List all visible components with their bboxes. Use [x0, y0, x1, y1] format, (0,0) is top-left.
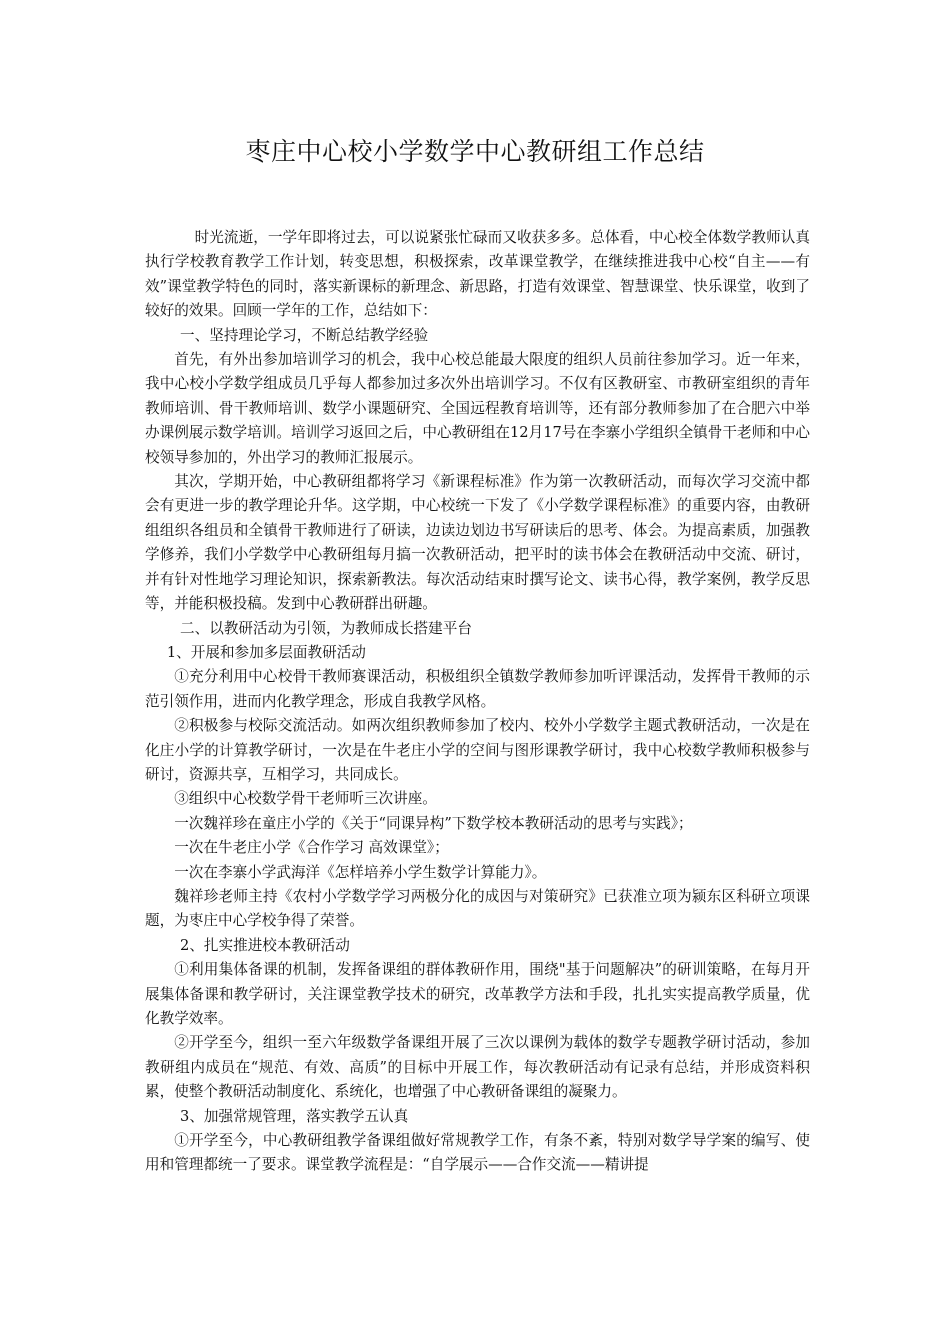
paragraph: 其次，学期开始，中心教研组都将学习《新课程标准》作为第一次教研活动，而每次学习交流中都会有更进一步的教学理论升华。这学期，中心校统一下发了《小学数学课程标准》的重要内容，由教研组组织各组员和全镇骨干教师进行了研读，边读边划边书写研读后的思考、体会。为提高素质，加强教学修养，我们小学数学中心教研组每月搞一次教研活动，把平时的读书体会在教研活动中交流、研讨，并有针对性地学习理论知识，探索新教法。每次活动结束时撰写论文、读书心得，教学案例，教学反思等，并能积极投稿。发到中心教研群出研趣。 [145, 473, 810, 613]
subsection-heading-3: 3、加强常规管理，落实教学五认真 [180, 1107, 409, 1125]
paragraph: ①开学至今，中心教研组教学备课组做好常规教学工作，有条不紊，特别对数学导学案的编写、使用和管理都统一了要求。课堂教学流程是：“自学展示——合作交流——精讲提 [145, 1132, 810, 1174]
document-title: 枣庄中心校小学数学中心教研组工作总结 [245, 137, 705, 166]
lecture-item: 一次在李寨小学武海洋《怎样培养小学生数学计算能力》。 [174, 863, 547, 881]
paragraph: ②积极参与校际交流活动。如两次组织教师参加了校内、校外小学数学主题式教研活动，一次是在化庄小学的计算教学研讨，一次是在牛老庄小学的空间与图形课教学研讨，我中心校数学教师积极参与研讨，资源共享，互相学习，共同成长。 [145, 717, 810, 783]
paragraph: 魏祥珍老师主持《农村小学数学学习两极分化的成因与对策研究》已获准立项为颍东区科研立项课题，为枣庄中心学校争得了荣誉。 [145, 887, 810, 930]
document-body [145, 226, 810, 1178]
paragraph: ②开学至今，组织一至六年级数学备课组开展了三次以课例为载体的数学专题教学研讨活动，参加教研组内成员在“规范、有效、高质”的目标中开展工作，每次教研活动有记录有总结，并形成资料积累，使整个教研活动制度化、系统化，也增强了中心教研备课组的凝聚力。 [145, 1034, 810, 1101]
lecture-item: 一次在牛老庄小学《合作学习 高效课堂》； [174, 839, 449, 857]
paragraph-intro: 时光流逝，一学年即将过去，可以说紧张忙碌而又收获多多。总体看，中心校全体数学教师认真执行学校教育教学工作计划，转变思想，积极探索，改革课堂教学，在继续推进我中心校“自主——有效”课堂教学特色的同时，落实新课标的新理念、新思路，打造有效课堂、智慧课堂、快乐课堂，收到了较好的效果。回顾一学年的工作，总结如下： [145, 229, 810, 320]
section-heading-2: 二、以教研活动为引领，为教师成长搭建平台 [180, 619, 472, 637]
paragraph: ①充分利用中心校骨干教师赛课活动，积极组织全镇数学教师参加听评课活动，发挥骨干教师的示范引领作用，进而内化教学理念，形成自我教学风格。 [145, 668, 810, 710]
lecture-item: 一次魏祥珍在童庄小学的《关于“同课异构”下数学校本教研活动的思考与实践》； [174, 814, 693, 832]
subsection-heading-1: 1、开展和参加多层面教研活动 [166, 643, 366, 661]
section-heading-1: 一、坚持理论学习，不断总结教学经验 [180, 326, 429, 344]
paragraph: ③组织中心校数学骨干老师听三次讲座。 [174, 790, 437, 808]
subsection-heading-2: 2、扎实推进校本教研活动 [180, 936, 350, 954]
paragraph: 首先，有外出参加培训学习的机会，我中心校总能最大限度的组织人员前往参加学习。近一年来，我中心校小学数学组成员几乎每人都参加过多次外出培训学习。不仅有区教研室、市教研室组织的青年教师培训、骨干教师培训、数学小课题研究、全国远程教育培训等，还有部分教师参加了在合肥六中举办课例展示数学培训。培训学习返回之后，中心教研组在12月17号在李寨小学组织全镇骨干老师和中心校领导参加的，外出学习的教师汇报展示。 [145, 351, 810, 466]
paragraph: ①利用集体备课的机制，发挥备课组的群体教研作用，围绕"基于问题解决”的研训策略，在每月开展集体备课和教学研讨，关注课堂教学技术的研究，改革教学方法和手段，扎扎实实提高教学质量，优化教学效率。 [145, 961, 810, 1027]
